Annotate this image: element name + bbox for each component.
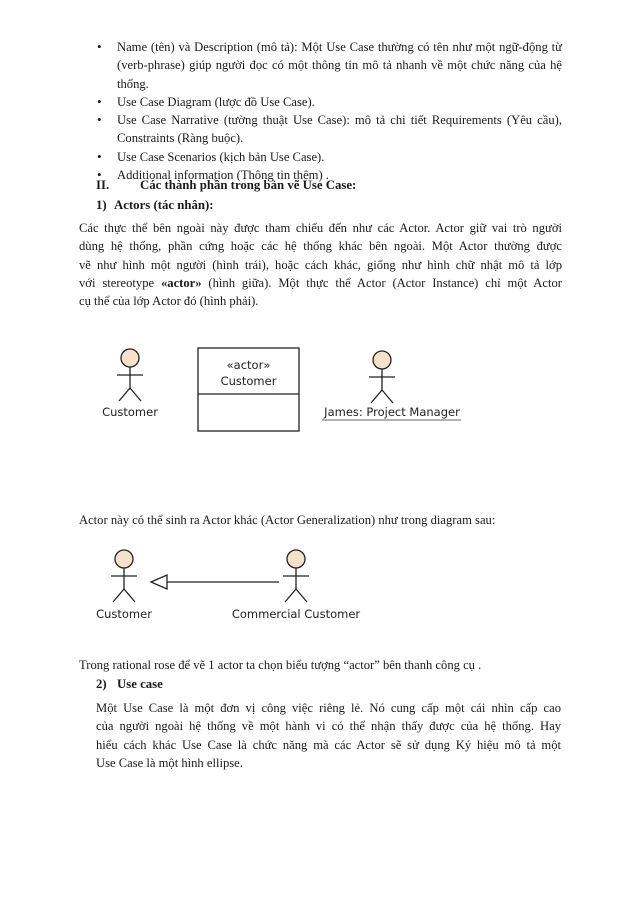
- subsection-number: 1): [96, 198, 107, 212]
- parent-actor-label: Customer: [96, 607, 152, 621]
- list-item-text: Additional information (Thông tin thêm) .: [117, 168, 329, 183]
- actor-notation-figure: [90, 338, 470, 438]
- stereotype-text: «actor»: [160, 275, 202, 290]
- paragraph-line: của người ngoài hệ thống về một hành vi có thể nhận thấy được của hệ thống. Hay: [96, 719, 561, 734]
- list-item: [96, 93, 562, 111]
- line-text: (hình giữa). Một thực thể Actor (Actor Instance) chỉ một Actor: [201, 275, 562, 290]
- actor-label: Customer: [102, 405, 158, 419]
- parent-actor-icon: [111, 550, 137, 602]
- bullet-icon: •: [97, 39, 102, 54]
- child-actor-label: Commercial Customer: [231, 607, 361, 621]
- section-number: II.: [96, 178, 110, 192]
- paragraph-generalization: Actor này có thể sinh ra Actor khác (Actor Generalization) như trong diagram sau:: [79, 513, 496, 527]
- list-item: [96, 148, 562, 166]
- subsection-title: Actors (tác nhân):: [114, 198, 214, 212]
- line-text: với stereotype: [79, 275, 161, 290]
- class-stereotype: «actor»: [226, 358, 271, 372]
- list-item: [96, 38, 562, 93]
- generalization-arrow: [151, 575, 279, 589]
- bullet-icon: •: [97, 112, 102, 128]
- bullet-icon: •: [97, 93, 102, 109]
- actor-generalization-figure: [88, 547, 378, 627]
- bullet-icon: •: [97, 148, 102, 164]
- section-title: Các thành phần trong bản vẽ Use Case:: [140, 178, 357, 192]
- bullet-list: [96, 38, 562, 184]
- paragraph-actors: [79, 219, 562, 310]
- subsection-number: 2): [96, 677, 107, 691]
- paragraph-line: Use Case là một hình ellipse.: [96, 755, 243, 770]
- paragraph-line: hiểu cách khác Use Case là chức năng mà các Actor sẽ sử dụng Ký hiệu mô tả một: [96, 737, 561, 752]
- class-name: Customer: [220, 374, 277, 388]
- paragraph-line: cụ thể của lớp Actor đó (hình phải).: [79, 294, 259, 309]
- paragraph-line: Các thực thể bên ngoài này được tham chiếu đến như các Actor. Actor giữ vai trò người: [79, 221, 562, 235]
- paragraph-rational-rose: Trong rational rose để vẽ 1 actor ta chọn biểu tượng “actor” bên thanh công cụ .: [79, 658, 482, 672]
- paragraph-line: dùng hệ thống, phần cứng hoặc các hệ thống khác bên ngoài. Một Actor thường được: [79, 239, 562, 254]
- bullet-icon: •: [97, 167, 102, 183]
- list-item-text: Name (tên) và Description (mô tả): Một Use Case thường có tên như một ngữ-động từ (verb-phrase) giúp người đọc có một thông tin mô tả nhanh về một chức năng của hệ thống.: [117, 40, 562, 91]
- list-item-text: Use Case Diagram (lược đồ Use Case).: [117, 94, 315, 109]
- paragraph-use-case: [96, 699, 561, 772]
- child-actor-icon: [283, 550, 309, 602]
- actor-class-box: [198, 348, 299, 431]
- actor-instance-label: James: Project Manager: [324, 405, 460, 419]
- list-item-text: Use Case Narrative (tường thuật Use Case): mô tả chi tiết Requirements (Yêu cầu), Constraints (Ràng buộc).: [117, 113, 562, 146]
- stick-actor-instance-icon: [369, 351, 395, 403]
- list-item: [96, 111, 562, 148]
- stick-actor-icon: [117, 349, 143, 401]
- paragraph-line: vẽ như hình một người (hình trái), hoặc cách khác, giống như hình chữ nhật mô tả lớp: [79, 257, 562, 272]
- paragraph-line: [79, 274, 562, 292]
- subsection-title: Use case: [117, 677, 163, 691]
- paragraph-line: Một Use Case là một đơn vị công việc riêng lẻ. Nó cung cấp một cái nhìn cấp cao: [96, 701, 561, 715]
- list-item-text: Use Case Scenarios (kịch bản Use Case).: [117, 149, 325, 164]
